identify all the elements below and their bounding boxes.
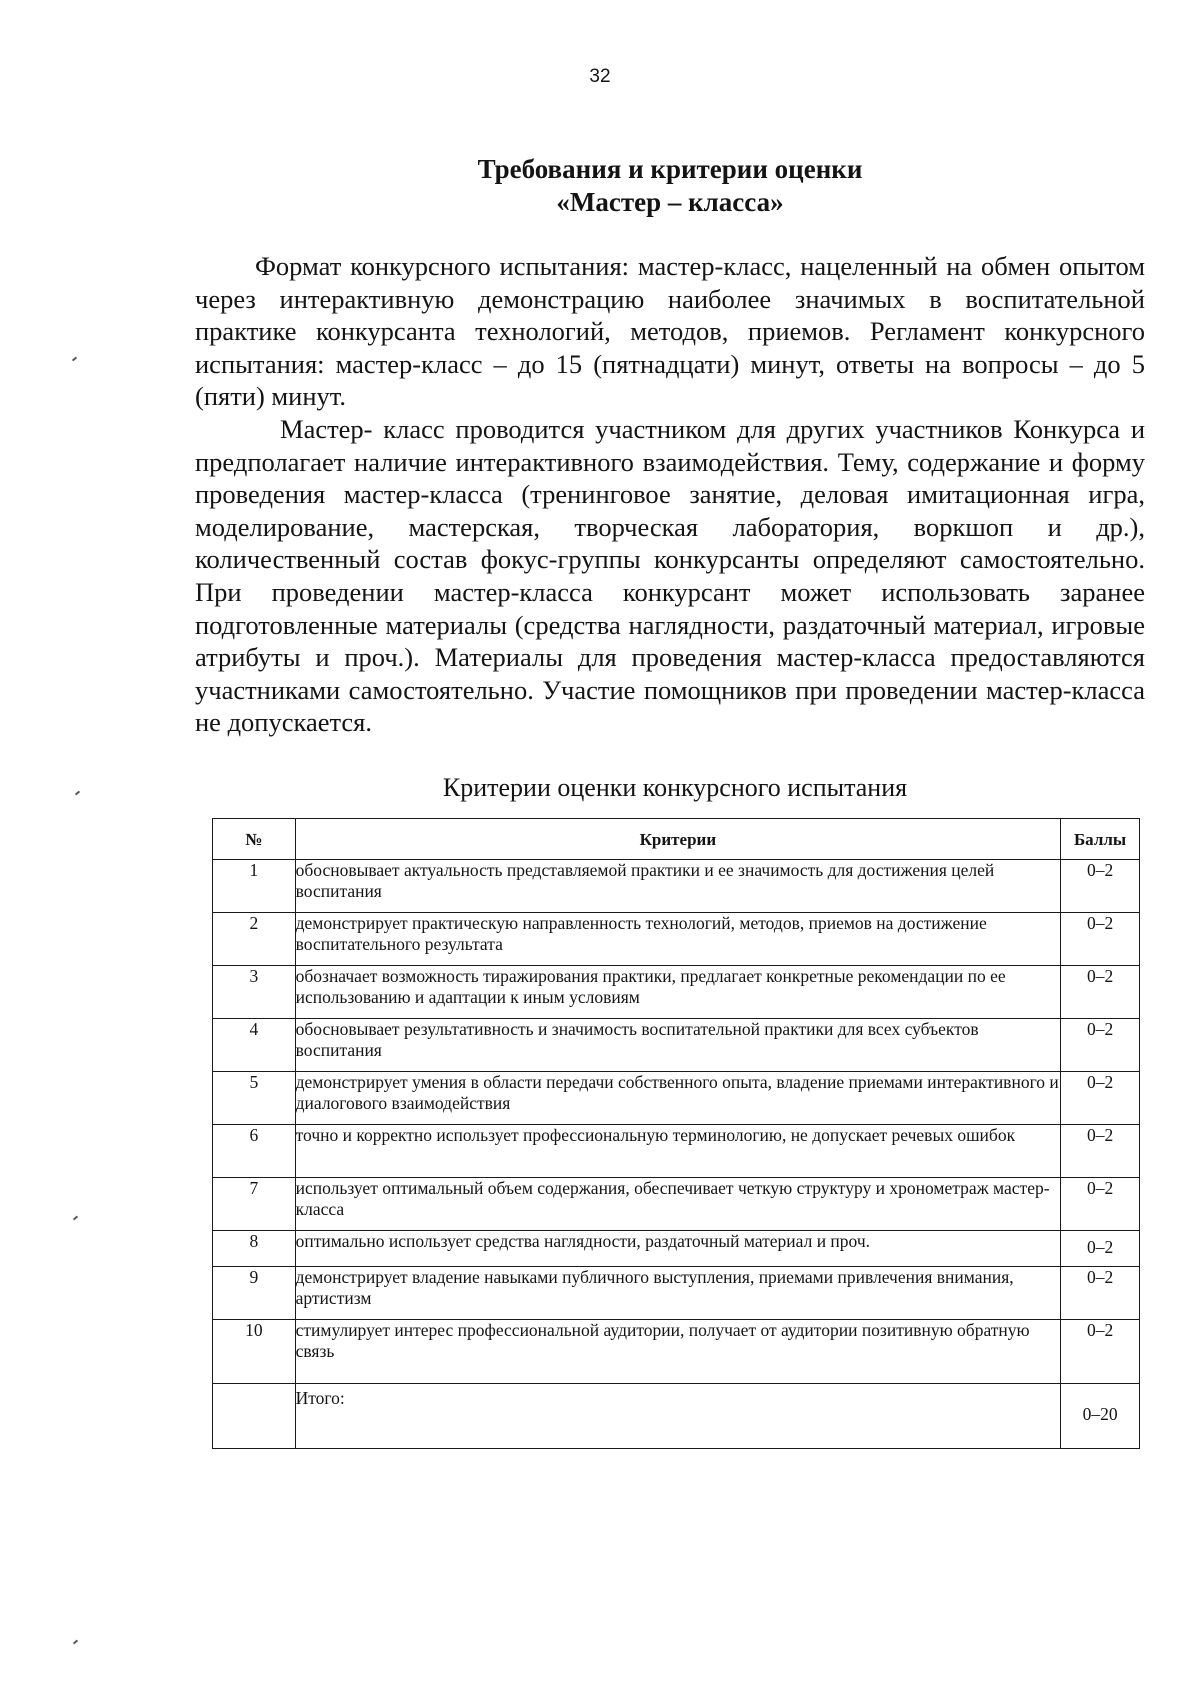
table-total-row (213, 1384, 1140, 1449)
row-score: 0–2 (1061, 1072, 1140, 1125)
document-title (190, 153, 1150, 219)
scan-mark (73, 1216, 78, 1221)
table-row (213, 1231, 1140, 1267)
row-score: 0–2 (1061, 1231, 1140, 1267)
title-line-1: Требования и критерии оценки (477, 154, 863, 184)
table-row (213, 1072, 1140, 1125)
title-line-2: «Мастер – класса» (556, 187, 784, 217)
row-criterion: обосновывает актуальность представляемой практики и ее значимость для достижения целей воспитания (295, 860, 1061, 913)
row-criterion: демонстрирует умения в области передачи собственного опыта, владение приемами интерактивного и диалогового взаимодействия (295, 1072, 1061, 1125)
table-row (213, 1267, 1140, 1320)
row-criterion: обосновывает результативность и значимость воспитательной практики для всех субъектов воспитания (295, 1019, 1061, 1072)
row-number: 2 (213, 913, 296, 966)
row-number: 10 (213, 1320, 296, 1384)
table-header-row (213, 819, 1140, 860)
row-criterion: демонстрирует владение навыками публичного выступления, приемами привлечения внимания, артистизм (295, 1267, 1061, 1320)
row-number: 5 (213, 1072, 296, 1125)
body-text (195, 250, 1145, 739)
header-number: № (213, 819, 296, 860)
table-row (213, 966, 1140, 1019)
row-criterion: оптимально использует средства наглядности, раздаточный материал и проч. (295, 1231, 1061, 1267)
total-label: Итого: (295, 1384, 1061, 1449)
table-row (213, 1320, 1140, 1384)
row-score: 0–2 (1061, 1125, 1140, 1178)
row-number: 7 (213, 1178, 296, 1231)
page-number: 32 (589, 66, 611, 87)
table-row (213, 860, 1140, 913)
row-number: 6 (213, 1125, 296, 1178)
row-number: 1 (213, 860, 296, 913)
row-number: 8 (213, 1231, 296, 1267)
table-row (213, 1178, 1140, 1231)
row-criterion: демонстрирует практическую направленность технологий, методов, приемов на достижение воспитательного результата (295, 913, 1061, 966)
row-score: 0–2 (1061, 1019, 1140, 1072)
header-score: Баллы (1061, 819, 1140, 860)
row-criterion: точно и корректно использует профессиональную терминологию, не допускает речевых ошибок (295, 1125, 1061, 1178)
row-criterion: обозначает возможность тиражирования практики, предлагает конкретные рекомендации по ее использованию и адаптации к иным условиям (295, 966, 1061, 1019)
table-caption: Критерии оценки конкурсного испытания (442, 773, 908, 802)
row-number: 9 (213, 1267, 296, 1320)
row-criterion: стимулирует интерес профессиональной аудитории, получает от аудитории позитивную обратную связь (295, 1320, 1061, 1384)
row-score: 0–2 (1061, 1267, 1140, 1320)
row-score: 0–2 (1061, 860, 1140, 913)
table-row (213, 1019, 1140, 1072)
table-row (213, 1125, 1140, 1178)
header-criteria: Критерии (295, 819, 1061, 860)
row-criterion: использует оптимальный объем содержания, обеспечивает четкую структуру и хронометраж мастер-класса (295, 1178, 1061, 1231)
total-score: 0–20 (1061, 1384, 1140, 1449)
row-score: 0–2 (1061, 913, 1140, 966)
total-number (213, 1384, 296, 1449)
scan-mark (75, 791, 80, 796)
row-number: 3 (213, 966, 296, 1019)
scan-mark (73, 1640, 78, 1645)
row-score: 0–2 (1061, 966, 1140, 1019)
row-score: 0–2 (1061, 1320, 1140, 1384)
table-row (213, 913, 1140, 966)
scan-mark (72, 357, 77, 362)
row-number: 4 (213, 1019, 296, 1072)
paragraph-description: Мастер- класс проводится участником для других участников Конкурса и предполагает наличие интерактивного взаимодействия. Тему, содержание и форму проведения мастер-класса (тренинговое занятие, деловая имитационная игра, моделирование, мастерская, творческая лаборатория, воркшоп и др.), количественный состав фокус-группы конкурсанты определяют самостоятельно. При проведении мастер-класса конкурсант может использовать заранее подготовленные материалы (средства наглядности, раздаточный материал, игровые атрибуты и проч.). Материалы для проведения мастер-класса предоставляются участниками самостоятельно. Участие помощников при проведении мастер-класса не допускается. (195, 413, 1145, 738)
row-score: 0–2 (1061, 1178, 1140, 1231)
criteria-table (212, 818, 1140, 1449)
paragraph-format: Формат конкурсного испытания: мастер-класс, нацеленный на обмен опытом через интерактивную демонстрацию наиболее значимых в воспитательной практике конкурсанта технологий, методов, приемов. Регламент конкурсного испытания: мастер-класс – до 15 (пятнадцати) минут, ответы на вопросы – до 5 (пяти) минут. (195, 251, 1145, 412)
